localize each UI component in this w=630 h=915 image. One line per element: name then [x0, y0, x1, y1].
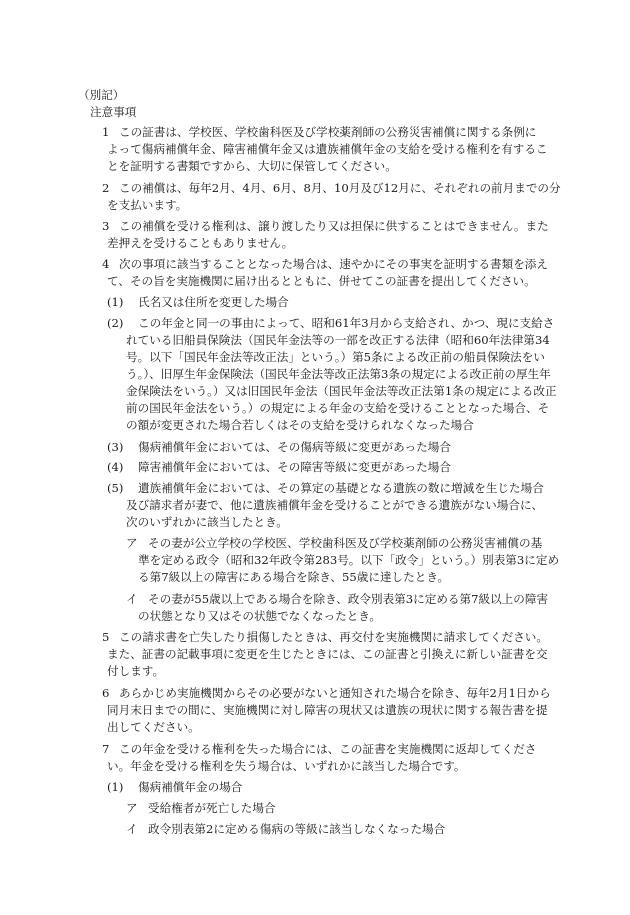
item-4-sub-2-line-2: れている旧船員保険法（国民年金法等の一部を改正する法律（昭和60年法律第34 [126, 333, 550, 347]
item-4-sub-1-line-1: 氏名又は住所を変更した場合 [138, 295, 289, 309]
item-4-sub-2-line-7: の額が変更された場合若しくはその支給を受けられなくなった場合 [126, 418, 474, 432]
item-3-line-1: この補償を受ける権利は、譲り渡したり又は担保に供することはできません。また [119, 219, 549, 233]
item-4-sub-5-i-line-2: の状態となり又はその状態でなくなったとき。 [138, 609, 382, 623]
item-7-sub-1-line-1: 傷病補償年金の場合 [138, 780, 243, 794]
item-5-number: 5 [102, 630, 110, 644]
item-5-line-1: この請求書を亡失したり損傷したときは、再交付を実施機関に請求してください。 [119, 630, 548, 644]
item-7-sub-1-a-line-1: 受給権者が死亡した場合 [148, 801, 276, 815]
item-5-line-3: 付します。 [107, 664, 165, 678]
item-6-line-3: 出してください。 [107, 720, 200, 734]
item-4-sub-5-a-line-2: 準を定める政令（昭和32年政令第283号。以下「政令」という。）別表第3に定め [138, 553, 560, 567]
item-4-sub-5-line-1: 遺族補償年金においては、その算定の基礎となる遺族の数に増減を生じた場合 [138, 481, 544, 495]
item-4-sub-5-line-3: 次のいずれかに該当したとき。 [126, 515, 288, 529]
item-7-number: 7 [102, 742, 110, 756]
item-4-sub-1-number: (1) [107, 295, 124, 309]
item-4-sub-3-line-1: 傷病補償年金においては、その傷病等級に変更があった場合 [138, 440, 451, 454]
item-4-number: 4 [102, 257, 110, 271]
item-4-sub-5-a-line-1: その妻が公立学校の学校医、学校歯科医及び学校薬剤師の公務災害補償の基 [148, 536, 543, 550]
item-4-sub-5-number: (5) [107, 481, 124, 495]
item-4-sub-2-line-3: 号。以下「国民年金法等改正法」という。）第5条による改正前の船員保険法をい [126, 350, 545, 364]
item-7-sub-1-a-label: ア [126, 801, 138, 815]
item-4-sub-5-i-label: イ [126, 592, 138, 606]
item-6-number: 6 [102, 686, 110, 700]
item-2-line-1: この補償は、毎年2月、4月、6月、8月、10月及び12月に、それぞれの前月までの分 [119, 181, 561, 195]
item-3-line-2: 差押えを受けることもありません。 [107, 236, 294, 250]
item-4-sub-4-line-1: 障害補償年金においては、その障害等級に変更があった場合 [138, 460, 451, 474]
item-1-line-1: この証書は、学校医、学校歯科医及び学校薬剤師の公務災害補償に関する条例に [119, 125, 537, 139]
item-6-line-2: 同月末日までの間に、実施機関に対し障害の現状又は遺族の現状に関する報告書を提 [107, 703, 548, 717]
item-4-sub-2-line-4: う。）、旧厚生年金保険法（国民年金法等改正法第3条の規定による改正前の厚生年 [126, 367, 551, 381]
item-1-line-3: とを証明する書類ですから、大切に保管してください。 [107, 159, 397, 173]
item-4-sub-5-a-line-3: る第7級以上の障害にある場合を除き、55歳に達したとき。 [138, 570, 450, 584]
item-4-line-2: て、その旨を実施機関に届け出るとともに、併せてこの証書を提出してください。 [107, 274, 536, 288]
item-1-number: 1 [102, 125, 110, 139]
item-7-sub-1-i-label: イ [126, 822, 138, 836]
item-4-sub-4-number: (4) [107, 460, 124, 474]
item-4-sub-2-line-1: この年金と同一の事由によって、昭和61年3月から支給され、かつ、現に支給さ [138, 316, 555, 330]
item-3-number: 3 [102, 219, 110, 233]
item-4-sub-2-line-6: 前の国民年金法をいう。）の規定による年金の支給を受けることとなった場合、そ [126, 401, 550, 415]
item-7-line-2: い。年金を受ける権利を失う場合は、いずれかに該当した場合です。 [107, 759, 466, 773]
item-7-sub-1-i-line-1: 政令別表第2に定める傷病の等級に該当しなくなった場合 [148, 822, 446, 836]
notes-title: 注意事項 [90, 105, 137, 119]
item-2-number: 2 [102, 181, 110, 195]
item-5-line-2: また、証書の記載事項に変更を生じたときには、この証書と引換えに新しい証書を交 [107, 647, 548, 661]
item-4-sub-5-a-label: ア [126, 536, 138, 550]
item-4-sub-2-line-5: 金保険法をいう。）又は旧国民年金法（国民年金法等改正法第1条の規定による改正 [126, 384, 557, 398]
item-2-line-2: を支払います。 [107, 198, 188, 212]
item-4-sub-3-number: (3) [107, 440, 124, 454]
item-4-sub-2-number: (2) [107, 316, 124, 330]
item-4-sub-5-i-line-1: その妻が55歳以上である場合を除き、政令別表第3に定める第7級以上の障害 [148, 592, 549, 606]
item-7-sub-1-number: (1) [107, 780, 124, 794]
item-6-line-1: あらかじめ実施機関からその必要がないと通知された場合を除き、毎年2月1日から [119, 686, 551, 700]
annex-label: （別記） [78, 88, 125, 102]
item-7-line-1: この年金を受ける権利を失った場合には、この証書を実施機関に返却してくださ [119, 742, 537, 756]
item-4-line-1: 次の事項に該当することとなった場合は、速やかにその事実を証明する書類を添え [119, 257, 548, 271]
item-4-sub-5-line-2: 及び請求者が妻で、他に遺族補償年金を受けることができる遺族がない場合に、 [126, 498, 544, 512]
item-1-line-2: よって傷病補償年金、障害補償年金又は遺族補償年金の支給を受ける権利を有するこ [107, 142, 548, 156]
